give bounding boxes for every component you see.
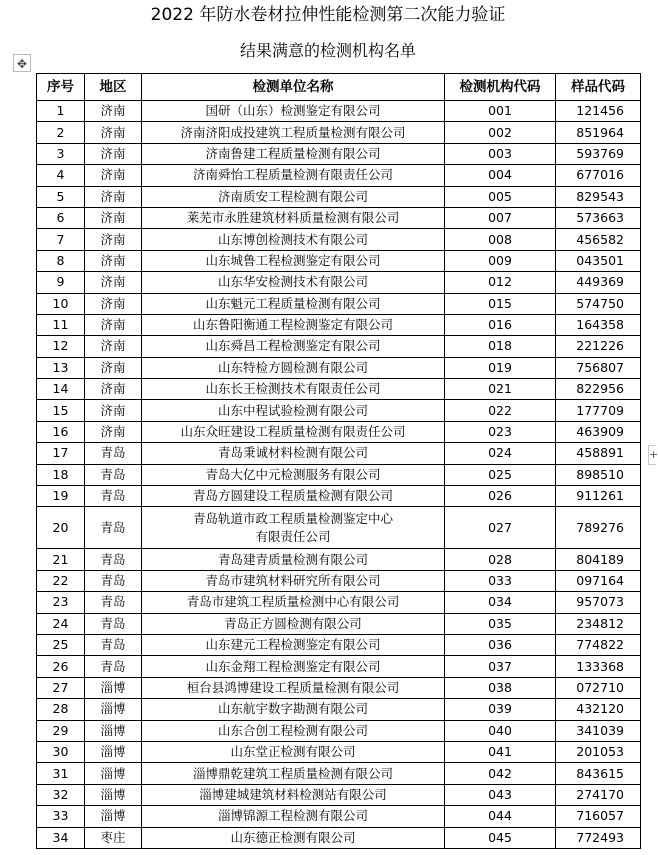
cell-org-name: 山东博创检测技术有限公司 <box>142 229 445 250</box>
cell-sample-code: 177709 <box>556 400 641 421</box>
cell-region: 济南 <box>85 250 142 271</box>
cell-no: 8 <box>37 250 85 271</box>
cell-no: 14 <box>37 379 85 400</box>
table-row <box>37 165 641 186</box>
cell-sample-code: 043501 <box>556 250 641 271</box>
cell-region: 济南 <box>85 293 142 314</box>
cell-no: 15 <box>37 400 85 421</box>
cell-region: 淄博 <box>85 806 142 827</box>
table-row <box>37 421 641 442</box>
cell-no: 6 <box>37 207 85 228</box>
cell-org-code: 001 <box>445 101 556 122</box>
cell-no: 29 <box>37 720 85 741</box>
cell-sample-code: 458891 <box>556 443 641 464</box>
cell-region: 青岛 <box>85 443 142 464</box>
cell-sample-code: 201053 <box>556 741 641 762</box>
cell-org-code: 004 <box>445 165 556 186</box>
cell-sample-code: 432120 <box>556 699 641 720</box>
header-region: 地区 <box>85 74 142 101</box>
cell-org-code: 018 <box>445 336 556 357</box>
cell-org-name: 青岛正方圆检测有限公司 <box>142 613 445 634</box>
cell-region: 青岛 <box>85 656 142 677</box>
cell-org-code: 002 <box>445 122 556 143</box>
cell-org-code: 005 <box>445 186 556 207</box>
cell-sample-code: 789276 <box>556 507 641 549</box>
cell-sample-code: 851964 <box>556 122 641 143</box>
cell-sample-code: 133368 <box>556 656 641 677</box>
cell-org-name: 山东舜昌工程检测鉴定有限公司 <box>142 336 445 357</box>
cell-sample-code: 911261 <box>556 486 641 507</box>
cell-org-code: 034 <box>445 592 556 613</box>
cell-region: 青岛 <box>85 486 142 507</box>
cell-sample-code: 164358 <box>556 314 641 335</box>
cell-region: 济南 <box>85 229 142 250</box>
cell-sample-code: 772493 <box>556 827 641 848</box>
table-move-handle-icon[interactable]: ✥ <box>13 54 31 72</box>
table-row <box>37 634 641 655</box>
cell-org-code: 025 <box>445 464 556 485</box>
cell-sample-code: 072710 <box>556 677 641 698</box>
cell-no: 19 <box>37 486 85 507</box>
table-row <box>37 784 641 805</box>
header-org-name: 检测单位名称 <box>142 74 445 101</box>
cell-sample-code: 843615 <box>556 763 641 784</box>
cell-org-name: 山东建元工程检测鉴定有限公司 <box>142 634 445 655</box>
cell-org-name: 山东众旺建设工程质量检测有限责任公司 <box>142 421 445 442</box>
cell-org-name: 山东中程试验检测有限公司 <box>142 400 445 421</box>
cell-org-name: 山东德正检测有限公司 <box>142 827 445 848</box>
cell-org-name: 淄博锦源工程检测有限公司 <box>142 806 445 827</box>
cell-org-name: 山东城鲁工程检测鉴定有限公司 <box>142 250 445 271</box>
cell-sample-code: 121456 <box>556 101 641 122</box>
cell-region: 青岛 <box>85 549 142 570</box>
cell-org-code: 007 <box>445 207 556 228</box>
cell-org-name: 桓台县鸿博建设工程质量检测有限公司 <box>142 677 445 698</box>
cell-org-name: 淄博鼎乾建筑工程质量检测有限公司 <box>142 763 445 784</box>
table-row <box>37 570 641 591</box>
cell-org-name: 山东金翔工程检测鉴定有限公司 <box>142 656 445 677</box>
cell-sample-code: 774822 <box>556 634 641 655</box>
cell-org-code: 044 <box>445 806 556 827</box>
cell-sample-code: 221226 <box>556 336 641 357</box>
cell-org-code: 009 <box>445 250 556 271</box>
table-row <box>37 336 641 357</box>
cell-org-code: 042 <box>445 763 556 784</box>
header-org-code: 检测机构代码 <box>445 74 556 101</box>
cell-org-name: 济南济阳成投建筑工程质量检测有限公司 <box>142 122 445 143</box>
cell-no: 21 <box>37 549 85 570</box>
cell-no: 27 <box>37 677 85 698</box>
cell-no: 4 <box>37 165 85 186</box>
header-no: 序号 <box>37 74 85 101</box>
cell-no: 31 <box>37 763 85 784</box>
cell-sample-code: 573663 <box>556 207 641 228</box>
table-header-row <box>37 74 641 101</box>
cell-org-code: 036 <box>445 634 556 655</box>
cell-region: 济南 <box>85 400 142 421</box>
cell-region: 济南 <box>85 272 142 293</box>
table-row <box>37 314 641 335</box>
table-row <box>37 357 641 378</box>
table-row <box>37 186 641 207</box>
cell-region: 淄博 <box>85 741 142 762</box>
cell-no: 2 <box>37 122 85 143</box>
table-row <box>37 613 641 634</box>
cell-org-name: 山东长王检测技术有限责任公司 <box>142 379 445 400</box>
cell-region: 济南 <box>85 379 142 400</box>
cell-no: 22 <box>37 570 85 591</box>
cell-sample-code: 957073 <box>556 592 641 613</box>
cell-sample-code: 898510 <box>556 464 641 485</box>
cell-sample-code: 456582 <box>556 229 641 250</box>
table-row <box>37 549 641 570</box>
cell-org-name: 青岛秉诚材料检测有限公司 <box>142 443 445 464</box>
cell-region: 青岛 <box>85 570 142 591</box>
cell-sample-code: 804189 <box>556 549 641 570</box>
table-row <box>37 379 641 400</box>
cell-sample-code: 716057 <box>556 806 641 827</box>
cell-org-name: 青岛轨道市政工程质量检测鉴定中心 有限责任公司 <box>142 507 445 549</box>
cell-no: 5 <box>37 186 85 207</box>
add-column-icon[interactable]: + <box>648 445 656 465</box>
cell-region: 枣庄 <box>85 827 142 848</box>
table-row <box>37 293 641 314</box>
cell-region: 济南 <box>85 357 142 378</box>
cell-org-code: 023 <box>445 421 556 442</box>
cell-sample-code: 097164 <box>556 570 641 591</box>
table-row <box>37 229 641 250</box>
cell-org-name: 山东特检方圆检测有限公司 <box>142 357 445 378</box>
table-row <box>37 464 641 485</box>
table-row <box>37 656 641 677</box>
cell-region: 青岛 <box>85 634 142 655</box>
cell-region: 青岛 <box>85 464 142 485</box>
table-row <box>37 806 641 827</box>
cell-sample-code: 822956 <box>556 379 641 400</box>
cell-sample-code: 274170 <box>556 784 641 805</box>
cell-org-code: 037 <box>445 656 556 677</box>
cell-region: 淄博 <box>85 699 142 720</box>
cell-org-name: 山东堂正检测有限公司 <box>142 741 445 762</box>
cell-no: 13 <box>37 357 85 378</box>
cell-no: 11 <box>37 314 85 335</box>
cell-org-name: 青岛市建筑材料研究所有限公司 <box>142 570 445 591</box>
cell-region: 济南 <box>85 186 142 207</box>
document-subtitle: 结果满意的检测机构名单 <box>239 41 416 60</box>
cell-no: 12 <box>37 336 85 357</box>
cell-org-name: 青岛方圆建设工程质量检测有限公司 <box>142 486 445 507</box>
cell-org-code: 019 <box>445 357 556 378</box>
cell-sample-code: 449369 <box>556 272 641 293</box>
table-row <box>37 272 641 293</box>
table-row <box>37 143 641 164</box>
table-row <box>37 400 641 421</box>
cell-org-code: 016 <box>445 314 556 335</box>
cell-sample-code: 677016 <box>556 165 641 186</box>
cell-no: 26 <box>37 656 85 677</box>
cell-no: 33 <box>37 806 85 827</box>
cell-region: 济南 <box>85 122 142 143</box>
cell-region: 淄博 <box>85 784 142 805</box>
cell-no: 18 <box>37 464 85 485</box>
table-row <box>37 207 641 228</box>
cell-org-code: 024 <box>445 443 556 464</box>
header-sample-code: 样品代码 <box>556 74 641 101</box>
cell-org-code: 041 <box>445 741 556 762</box>
cell-region: 青岛 <box>85 592 142 613</box>
cell-org-name: 山东鲁阳衡通工程检测鉴定有限公司 <box>142 314 445 335</box>
cell-org-code: 026 <box>445 486 556 507</box>
cell-no: 24 <box>37 613 85 634</box>
cell-org-name: 国研（山东）检测鉴定有限公司 <box>142 101 445 122</box>
cell-org-code: 008 <box>445 229 556 250</box>
table-row <box>37 486 641 507</box>
cell-region: 济南 <box>85 165 142 186</box>
cell-region: 济南 <box>85 143 142 164</box>
cell-org-code: 038 <box>445 677 556 698</box>
results-table <box>36 73 641 849</box>
cell-org-code: 033 <box>445 570 556 591</box>
cell-no: 3 <box>37 143 85 164</box>
cell-no: 32 <box>37 784 85 805</box>
cell-no: 9 <box>37 272 85 293</box>
table-row <box>37 677 641 698</box>
table-row <box>37 122 641 143</box>
cell-org-code: 003 <box>445 143 556 164</box>
cell-org-name: 莱芜市永胜建筑材料质量检测有限公司 <box>142 207 445 228</box>
table-row <box>37 741 641 762</box>
cell-region: 淄博 <box>85 763 142 784</box>
cell-region: 淄博 <box>85 720 142 741</box>
cell-region: 青岛 <box>85 507 142 549</box>
cell-sample-code: 593769 <box>556 143 641 164</box>
table-row <box>37 101 641 122</box>
cell-no: 30 <box>37 741 85 762</box>
cell-org-name: 山东合创工程检测有限公司 <box>142 720 445 741</box>
cell-region: 济南 <box>85 101 142 122</box>
table-row <box>37 720 641 741</box>
cell-sample-code: 341039 <box>556 720 641 741</box>
cell-org-name: 青岛大亿中元检测服务有限公司 <box>142 464 445 485</box>
cell-org-name: 济南舜怡工程质量检测有限责任公司 <box>142 165 445 186</box>
table-body <box>37 101 641 849</box>
cell-no: 7 <box>37 229 85 250</box>
cell-region: 济南 <box>85 336 142 357</box>
cell-org-name: 山东魁元工程质量检测有限公司 <box>142 293 445 314</box>
document-title: 2022 年防水卷材拉伸性能检测第二次能力验证 <box>150 5 506 25</box>
cell-no: 28 <box>37 699 85 720</box>
table-row <box>37 827 641 848</box>
table-row <box>37 507 641 549</box>
cell-no: 17 <box>37 443 85 464</box>
cell-org-code: 012 <box>445 272 556 293</box>
cell-org-code: 015 <box>445 293 556 314</box>
cell-org-code: 021 <box>445 379 556 400</box>
cell-org-name: 淄博建城建筑材料检测站有限公司 <box>142 784 445 805</box>
cell-org-code: 027 <box>445 507 556 549</box>
cell-region: 济南 <box>85 314 142 335</box>
cell-no: 10 <box>37 293 85 314</box>
cell-region: 淄博 <box>85 677 142 698</box>
table-row <box>37 699 641 720</box>
cell-no: 23 <box>37 592 85 613</box>
cell-region: 青岛 <box>85 613 142 634</box>
cell-org-name: 山东华安检测技术有限公司 <box>142 272 445 293</box>
cell-org-code: 045 <box>445 827 556 848</box>
table-row <box>37 443 641 464</box>
cell-sample-code: 463909 <box>556 421 641 442</box>
table-row <box>37 250 641 271</box>
cell-sample-code: 234812 <box>556 613 641 634</box>
cell-org-name: 济南鲁建工程质量检测有限公司 <box>142 143 445 164</box>
cell-no: 20 <box>37 507 85 549</box>
cell-no: 34 <box>37 827 85 848</box>
cell-sample-code: 574750 <box>556 293 641 314</box>
cell-org-code: 039 <box>445 699 556 720</box>
cell-org-name: 济南质安工程检测有限公司 <box>142 186 445 207</box>
cell-org-name: 青岛市建筑工程质量检测中心有限公司 <box>142 592 445 613</box>
cell-region: 济南 <box>85 421 142 442</box>
cell-org-code: 028 <box>445 549 556 570</box>
cell-org-code: 043 <box>445 784 556 805</box>
cell-no: 16 <box>37 421 85 442</box>
cell-org-name: 山东航宇数字勘测有限公司 <box>142 699 445 720</box>
cell-org-code: 022 <box>445 400 556 421</box>
cell-org-code: 035 <box>445 613 556 634</box>
table-row <box>37 592 641 613</box>
cell-no: 1 <box>37 101 85 122</box>
cell-region: 济南 <box>85 207 142 228</box>
cell-sample-code: 829543 <box>556 186 641 207</box>
cell-org-code: 040 <box>445 720 556 741</box>
cell-no: 25 <box>37 634 85 655</box>
cell-org-name: 青岛建青质量检测有限公司 <box>142 549 445 570</box>
cell-sample-code: 756807 <box>556 357 641 378</box>
table-row <box>37 763 641 784</box>
